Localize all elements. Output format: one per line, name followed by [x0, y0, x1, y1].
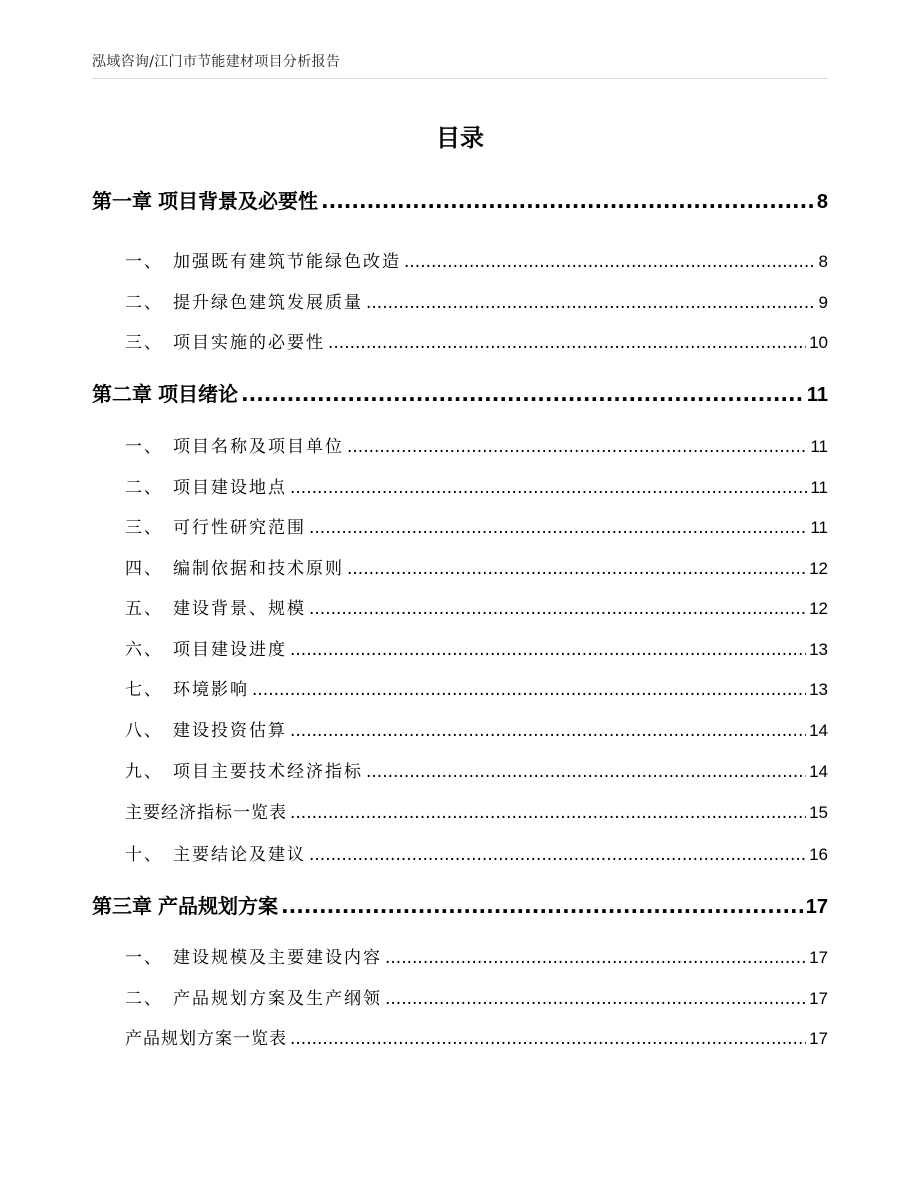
toc-page-number: 14	[809, 762, 828, 781]
toc-entry-label	[125, 757, 363, 782]
toc-entry-number: 十、	[125, 845, 163, 865]
dot-leader	[290, 803, 806, 823]
dot-leader	[385, 948, 806, 968]
toc-page-number: 12	[809, 599, 828, 618]
toc-page-number: 17	[809, 989, 828, 1008]
dot-leader	[309, 845, 806, 865]
toc-entry-label	[92, 378, 238, 407]
toc-entry-number: 三、	[125, 333, 163, 353]
toc-section-entry[interactable]	[125, 473, 828, 498]
dot-leader	[347, 559, 806, 579]
toc-page-number: 17	[805, 896, 828, 918]
toc-entry-number: 第三章	[92, 894, 152, 918]
dot-leader	[241, 382, 804, 406]
dot-leader	[309, 599, 806, 619]
toc-entry-label	[125, 716, 287, 741]
toc-entry-title: 提升绿色建筑发展质量	[173, 293, 363, 313]
toc-section-entry[interactable]	[125, 554, 828, 579]
dot-leader	[347, 437, 807, 457]
toc-entry-title: 可行性研究范围	[173, 518, 306, 538]
toc-page-number: 16	[809, 845, 828, 864]
toc-entry-title: 项目绪论	[158, 382, 238, 406]
dot-leader	[321, 189, 814, 213]
toc-page-number: 13	[809, 680, 828, 699]
toc-entry-number: 九、	[125, 762, 163, 782]
toc-entry-number: 四、	[125, 559, 163, 579]
dot-leader	[309, 518, 807, 538]
toc-page-number: 15	[809, 803, 828, 822]
toc-entry-label	[125, 513, 306, 538]
toc-entry-number: 二、	[125, 478, 163, 498]
toc-entry-number: 第一章	[92, 189, 152, 213]
toc-page-number: 8	[816, 191, 828, 213]
toc-entry-number: 八、	[125, 721, 163, 741]
toc-entry-label	[125, 432, 344, 457]
toc-entry-title: 主要结论及建议	[173, 845, 306, 865]
toc-entry-label	[125, 1024, 287, 1049]
toc-entry-title: 项目建设地点	[173, 478, 287, 498]
header-divider	[92, 78, 828, 79]
toc-entry-label	[125, 473, 287, 498]
toc-title: 目录	[436, 124, 484, 152]
toc-entry-number: 二、	[125, 293, 163, 313]
toc-entry-title: 产品规划方案及生产纲领	[173, 989, 382, 1009]
toc-page-number: 8	[818, 252, 828, 271]
toc-section-entry[interactable]	[125, 943, 828, 968]
toc-entry-label	[125, 635, 287, 660]
dot-leader	[290, 640, 806, 660]
toc-entry-number: 二、	[125, 989, 163, 1009]
toc-page-number: 9	[818, 293, 828, 312]
toc-entry-label	[125, 328, 325, 353]
toc-entry-number: 三、	[125, 518, 163, 538]
toc-entry-number: 一、	[125, 437, 163, 457]
toc-entry-number: 六、	[125, 640, 163, 660]
toc-entry-title: 项目实施的必要性	[173, 333, 325, 353]
toc-entry-title: 建设背景、规模	[173, 599, 306, 619]
toc-page-number: 14	[809, 721, 828, 740]
toc-entry-title: 项目名称及项目单位	[173, 437, 344, 457]
dot-leader	[290, 1029, 806, 1049]
toc-table-entry[interactable]	[125, 1024, 828, 1049]
dot-leader	[252, 680, 806, 700]
toc-entry-title: 项目背景及必要性	[158, 189, 318, 213]
dot-leader	[290, 478, 807, 498]
toc-section-entry[interactable]	[125, 757, 828, 782]
toc-chapter-entry[interactable]	[92, 185, 828, 214]
dot-leader	[290, 721, 806, 741]
toc-section-entry[interactable]	[125, 716, 828, 741]
toc-entry-number: 第二章	[92, 382, 152, 406]
toc-entry-title: 建设规模及主要建设内容	[173, 948, 382, 968]
toc-entry-title: 产品规划方案	[158, 894, 278, 918]
toc-page-number: 17	[809, 1029, 828, 1048]
toc-entry-title: 环境影响	[173, 680, 249, 700]
toc-entry-number: 七、	[125, 680, 163, 700]
toc-section-entry[interactable]	[125, 840, 828, 865]
toc-entry-label	[125, 798, 287, 823]
toc-entry-title: 主要经济指标一览表	[125, 803, 287, 823]
toc-chapter-entry[interactable]	[92, 378, 828, 407]
toc-page-number: 11	[810, 437, 828, 456]
toc-entry-number: 一、	[125, 252, 163, 272]
toc-entry-label	[125, 594, 306, 619]
toc-entry-title: 产品规划方案一览表	[125, 1029, 287, 1049]
toc-page-number: 11	[810, 478, 828, 497]
toc-entry-number: 一、	[125, 948, 163, 968]
toc-entry-title: 建设投资估算	[173, 721, 287, 741]
toc-section-entry[interactable]	[125, 594, 828, 619]
toc-entry-title: 项目主要技术经济指标	[173, 762, 363, 782]
toc-section-entry[interactable]	[125, 513, 828, 538]
dot-leader	[328, 333, 806, 353]
toc-section-entry[interactable]	[125, 984, 828, 1009]
toc-table-entry[interactable]	[125, 798, 828, 823]
toc-section-entry[interactable]	[125, 635, 828, 660]
toc-entry-label	[125, 840, 306, 865]
toc-entry-title: 项目建设进度	[173, 640, 287, 660]
toc-entry-label	[92, 890, 278, 919]
toc-entry-label	[125, 675, 249, 700]
toc-page-number: 11	[810, 518, 828, 537]
toc-entry-label	[125, 943, 382, 968]
dot-leader	[366, 293, 816, 313]
dot-leader	[385, 989, 806, 1009]
toc-section-entry[interactable]	[125, 288, 828, 313]
toc-page-number: 12	[809, 559, 828, 578]
toc-entry-label	[125, 984, 382, 1009]
dot-leader	[366, 762, 806, 782]
dot-leader	[404, 252, 816, 272]
toc-chapter-entry[interactable]	[92, 890, 828, 919]
toc-entry-label	[125, 247, 401, 272]
toc-section-entry[interactable]	[125, 432, 828, 457]
toc-entry-title: 编制依据和技术原则	[173, 559, 344, 579]
running-header: 泓域咨询/江门市节能建材项目分析报告	[92, 54, 341, 70]
toc-entry-number: 五、	[125, 599, 163, 619]
toc-section-entry[interactable]	[125, 247, 828, 272]
toc-section-entry[interactable]	[125, 328, 828, 353]
toc-page-number: 17	[809, 948, 828, 967]
toc-section-entry[interactable]	[125, 675, 828, 700]
toc-entry-label	[92, 185, 318, 214]
toc-entry-label	[125, 554, 344, 579]
toc-page-number: 13	[809, 640, 828, 659]
toc-page-number: 10	[809, 333, 828, 352]
dot-leader	[281, 894, 803, 918]
toc-entry-label	[125, 288, 363, 313]
toc-page-number: 11	[806, 384, 828, 406]
toc-entry-title: 加强既有建筑节能绿色改造	[173, 252, 401, 272]
